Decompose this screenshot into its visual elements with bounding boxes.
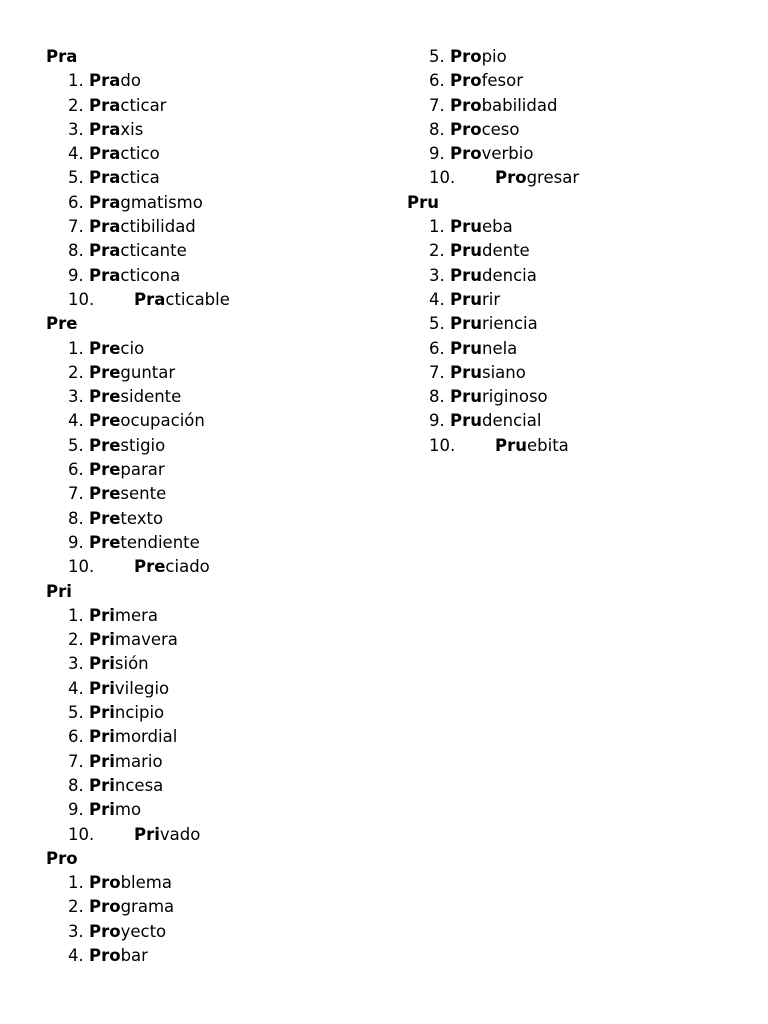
list-item bbox=[46, 701, 230, 725]
word-suffix: mo bbox=[114, 800, 142, 820]
word-suffix: vado bbox=[159, 824, 201, 844]
word-suffix: vilegio bbox=[114, 678, 170, 698]
list-item bbox=[46, 774, 230, 798]
item-number: 8. bbox=[68, 508, 84, 528]
list-item bbox=[407, 312, 579, 336]
item-number: 5. bbox=[429, 314, 445, 334]
word-suffix: sente bbox=[120, 484, 167, 504]
list-item bbox=[46, 507, 230, 531]
list-item bbox=[46, 677, 230, 701]
word-suffix: xis bbox=[120, 119, 144, 139]
word-prefix: Pra bbox=[89, 168, 121, 188]
word-suffix: yecto bbox=[120, 921, 167, 941]
section-heading: Pra bbox=[46, 47, 78, 66]
word-suffix: ebita bbox=[526, 435, 569, 455]
word-suffix: cio bbox=[120, 338, 145, 358]
word-prefix: Pri bbox=[89, 703, 115, 723]
word-prefix: Pre bbox=[134, 557, 166, 577]
word-suffix: gresar bbox=[526, 168, 580, 188]
list-item bbox=[46, 166, 230, 190]
list-item bbox=[46, 823, 230, 847]
list-item bbox=[46, 142, 230, 166]
list-item bbox=[46, 69, 230, 93]
word-prefix: Pri bbox=[89, 605, 115, 625]
list-item bbox=[407, 337, 579, 361]
list-item bbox=[46, 239, 230, 263]
word-prefix: Pra bbox=[89, 217, 121, 237]
word-suffix: sión bbox=[114, 654, 149, 674]
word-prefix: Pru bbox=[450, 289, 482, 309]
list-item bbox=[46, 94, 230, 118]
word-suffix: mavera bbox=[114, 630, 178, 650]
item-number: 4. bbox=[68, 678, 84, 698]
word-prefix: Pre bbox=[89, 435, 121, 455]
word-suffix: ciado bbox=[165, 557, 210, 577]
item-number: 4. bbox=[68, 144, 84, 164]
word-suffix: eba bbox=[481, 217, 513, 237]
word-prefix: Pro bbox=[89, 897, 121, 917]
list-item bbox=[407, 94, 579, 118]
word-suffix: gmatismo bbox=[120, 192, 203, 212]
word-suffix: ocupación bbox=[120, 411, 205, 431]
item-number: 10. bbox=[429, 435, 456, 455]
word-suffix: cticable bbox=[165, 289, 230, 309]
word-suffix: riginoso bbox=[481, 387, 548, 407]
item-number: 7. bbox=[68, 751, 84, 771]
list-item bbox=[407, 239, 579, 263]
word-prefix: Pro bbox=[89, 921, 121, 941]
list-item bbox=[407, 409, 579, 433]
word-prefix: Pra bbox=[134, 289, 166, 309]
word-prefix: Pre bbox=[89, 460, 121, 480]
word-prefix: Pra bbox=[89, 192, 121, 212]
list-item bbox=[46, 531, 230, 555]
word-prefix: Pra bbox=[89, 241, 121, 261]
word-suffix: mordial bbox=[114, 727, 178, 747]
list-item bbox=[46, 652, 230, 676]
word-prefix: Pra bbox=[89, 144, 121, 164]
item-number: 5. bbox=[68, 168, 84, 188]
item-number: 2. bbox=[68, 95, 84, 115]
item-number: 6. bbox=[68, 727, 84, 747]
item-number: 1. bbox=[68, 338, 84, 358]
list-item bbox=[407, 142, 579, 166]
item-number: 4. bbox=[68, 411, 84, 431]
word-prefix: Pre bbox=[89, 411, 121, 431]
item-number: 2. bbox=[68, 630, 84, 650]
list-item bbox=[46, 361, 230, 385]
word-prefix: Pro bbox=[450, 71, 482, 91]
word-suffix: siano bbox=[481, 362, 526, 382]
word-prefix: Pre bbox=[89, 338, 121, 358]
list-item bbox=[407, 45, 579, 69]
word-prefix: Pre bbox=[89, 362, 121, 382]
word-suffix: ceso bbox=[481, 119, 520, 139]
list-item bbox=[46, 191, 230, 215]
word-prefix: Pro bbox=[495, 168, 527, 188]
item-number: 5. bbox=[68, 435, 84, 455]
item-number: 10. bbox=[68, 557, 95, 577]
item-number: 5. bbox=[68, 703, 84, 723]
item-number: 3. bbox=[68, 921, 84, 941]
item-number: 8. bbox=[429, 387, 445, 407]
section-heading: Pro bbox=[46, 848, 78, 868]
word-suffix: verbio bbox=[481, 144, 534, 164]
word-suffix: ctibilidad bbox=[120, 217, 196, 237]
word-suffix: texto bbox=[120, 508, 164, 528]
item-number: 1. bbox=[429, 217, 445, 237]
word-prefix: Pra bbox=[89, 265, 121, 285]
word-prefix: Pra bbox=[89, 95, 121, 115]
word-suffix: tendiente bbox=[120, 532, 200, 552]
list-item bbox=[407, 288, 579, 312]
word-suffix: sidente bbox=[120, 387, 182, 407]
word-prefix: Pru bbox=[450, 362, 482, 382]
word-prefix: Pri bbox=[134, 824, 160, 844]
word-prefix: Pro bbox=[89, 945, 121, 965]
item-number: 7. bbox=[68, 217, 84, 237]
list-item bbox=[46, 725, 230, 749]
word-suffix: rir bbox=[481, 289, 501, 309]
word-suffix: blema bbox=[120, 873, 172, 893]
item-number: 8. bbox=[68, 775, 84, 795]
list-item bbox=[407, 434, 579, 458]
list-item bbox=[46, 118, 230, 142]
word-prefix: Pru bbox=[450, 411, 482, 431]
word-prefix: Pru bbox=[450, 314, 482, 334]
word-suffix: fesor bbox=[481, 71, 524, 91]
right-column bbox=[407, 45, 579, 458]
word-suffix: nela bbox=[481, 338, 518, 358]
item-number: 6. bbox=[429, 338, 445, 358]
item-number: 7. bbox=[68, 484, 84, 504]
word-suffix: dente bbox=[481, 241, 530, 261]
list-item bbox=[407, 69, 579, 93]
word-prefix: Pro bbox=[450, 47, 482, 66]
list-item bbox=[46, 555, 230, 579]
list-item bbox=[46, 628, 230, 652]
section-heading: Pri bbox=[46, 581, 72, 601]
item-number: 9. bbox=[68, 800, 84, 820]
item-number: 3. bbox=[68, 119, 84, 139]
word-prefix: Pru bbox=[495, 435, 527, 455]
item-number: 9. bbox=[68, 265, 84, 285]
word-prefix: Pru bbox=[450, 265, 482, 285]
item-number: 3. bbox=[68, 387, 84, 407]
item-number: 9. bbox=[429, 144, 445, 164]
left-column bbox=[46, 45, 230, 968]
word-prefix: Pri bbox=[89, 775, 115, 795]
item-number: 9. bbox=[429, 411, 445, 431]
list-item bbox=[46, 288, 230, 312]
section-heading: Pru bbox=[407, 192, 439, 212]
word-suffix: cticona bbox=[120, 265, 181, 285]
word-prefix: Pri bbox=[89, 630, 115, 650]
word-suffix: bar bbox=[120, 945, 148, 965]
list-item bbox=[46, 750, 230, 774]
list-item bbox=[407, 361, 579, 385]
word-prefix: Pru bbox=[450, 338, 482, 358]
list-item bbox=[46, 337, 230, 361]
word-prefix: Pro bbox=[450, 144, 482, 164]
word-suffix: guntar bbox=[120, 362, 176, 382]
word-prefix: Pru bbox=[450, 241, 482, 261]
word-prefix: Pre bbox=[89, 532, 121, 552]
list-item bbox=[407, 118, 579, 142]
item-number: 10. bbox=[429, 168, 456, 188]
item-number: 6. bbox=[429, 71, 445, 91]
word-prefix: Pra bbox=[89, 119, 121, 139]
word-suffix: pio bbox=[481, 47, 507, 66]
list-item bbox=[46, 871, 230, 895]
item-number: 7. bbox=[429, 362, 445, 382]
list-item bbox=[46, 264, 230, 288]
section-heading: Pre bbox=[46, 314, 78, 334]
list-item bbox=[407, 215, 579, 239]
item-number: 3. bbox=[429, 265, 445, 285]
word-prefix: Pri bbox=[89, 727, 115, 747]
word-suffix: riencia bbox=[481, 314, 538, 334]
word-suffix: ncipio bbox=[114, 703, 165, 723]
list-item bbox=[46, 944, 230, 968]
item-number: 5. bbox=[429, 47, 445, 66]
word-suffix: grama bbox=[120, 897, 175, 917]
word-suffix: dencia bbox=[481, 265, 537, 285]
word-suffix: ctico bbox=[120, 144, 160, 164]
list-item bbox=[46, 385, 230, 409]
list-item bbox=[407, 166, 579, 190]
item-number: 2. bbox=[429, 241, 445, 261]
item-number: 1. bbox=[68, 71, 84, 91]
word-prefix: Pri bbox=[89, 800, 115, 820]
word-prefix: Pru bbox=[450, 387, 482, 407]
word-prefix: Pro bbox=[450, 119, 482, 139]
list-item bbox=[46, 434, 230, 458]
item-number: 7. bbox=[429, 95, 445, 115]
item-number: 1. bbox=[68, 605, 84, 625]
word-suffix: dencial bbox=[481, 411, 542, 431]
item-number: 3. bbox=[68, 654, 84, 674]
word-suffix: ctica bbox=[120, 168, 160, 188]
list-item bbox=[407, 264, 579, 288]
list-item bbox=[46, 604, 230, 628]
word-suffix: mera bbox=[114, 605, 159, 625]
word-prefix: Pre bbox=[89, 387, 121, 407]
word-suffix: cticar bbox=[120, 95, 167, 115]
word-prefix: Pru bbox=[450, 217, 482, 237]
word-suffix: do bbox=[120, 71, 141, 91]
word-prefix: Pri bbox=[89, 751, 115, 771]
item-number: 8. bbox=[429, 119, 445, 139]
item-number: 9. bbox=[68, 532, 84, 552]
item-number: 8. bbox=[68, 241, 84, 261]
word-prefix: Pra bbox=[89, 71, 121, 91]
word-prefix: Pri bbox=[89, 654, 115, 674]
item-number: 2. bbox=[68, 897, 84, 917]
item-number: 4. bbox=[429, 289, 445, 309]
list-item bbox=[46, 458, 230, 482]
word-suffix: babilidad bbox=[481, 95, 558, 115]
list-item bbox=[46, 215, 230, 239]
list-item bbox=[46, 409, 230, 433]
word-suffix: cticante bbox=[120, 241, 187, 261]
word-prefix: Pri bbox=[89, 678, 115, 698]
list-item bbox=[46, 798, 230, 822]
word-suffix: ncesa bbox=[114, 775, 164, 795]
word-prefix: Pro bbox=[450, 95, 482, 115]
item-number: 2. bbox=[68, 362, 84, 382]
item-number: 4. bbox=[68, 945, 84, 965]
word-prefix: Pre bbox=[89, 484, 121, 504]
item-number: 6. bbox=[68, 192, 84, 212]
list-item bbox=[46, 482, 230, 506]
word-suffix: parar bbox=[120, 460, 165, 480]
item-number: 10. bbox=[68, 289, 95, 309]
list-item bbox=[407, 385, 579, 409]
item-number: 1. bbox=[68, 873, 84, 893]
list-item bbox=[46, 895, 230, 919]
item-number: 6. bbox=[68, 460, 84, 480]
word-prefix: Pro bbox=[89, 873, 121, 893]
item-number: 10. bbox=[68, 824, 95, 844]
word-suffix: stigio bbox=[120, 435, 166, 455]
word-suffix: mario bbox=[114, 751, 163, 771]
word-prefix: Pre bbox=[89, 508, 121, 528]
list-item bbox=[46, 920, 230, 944]
